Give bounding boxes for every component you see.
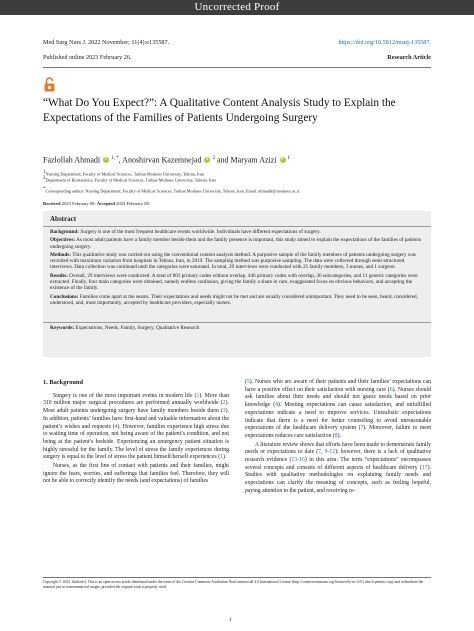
author-name: Fazlollah Ahmadi: [43, 155, 101, 165]
abstract-text: As most adult patients have a family member beside them and the family presence is important, this study aimed to explain the expectations of the families of patients undergoing surgery.: [50, 237, 421, 250]
abstract-text: Surgery is one of the most frequent healthcare events worldwide. Individuals have different expectations of surgery.: [80, 229, 321, 235]
keywords: [50, 325, 426, 331]
citation-link[interactable]: 13-16: [291, 457, 305, 464]
affiliation-2: 2Department of Biostatistics, Faculty of Medical Sciences, Tarbiat Modares University, Tehran, Iran: [43, 176, 216, 183]
left-column: [43, 379, 229, 486]
citation-link[interactable]: 6: [389, 386, 393, 393]
abstract-text: Families come apart at the seams. Their expectations and needs might not be met and are usually considered unimportant. They need to be seen, heard, considered, understood, and, most importantly, accepted by healthcare providers, especially nurses.: [50, 293, 418, 306]
citation-link[interactable]: 1: [220, 454, 224, 461]
header-divider: [43, 67, 431, 68]
corresponding-author: *Corresponding author: Nursing Department, Faculty of Medical Sciences, Tarbiat Modares University, Tehran, Iran. Email: ahmadif@modares.ac.ir: [43, 187, 300, 194]
article-title: “What Do You Expect?”: A Qualitative Content Analysis Study to Explain the Expectations of the Families of Patients Undergoing Surgery: [43, 97, 396, 124]
page-number: 1: [229, 618, 232, 623]
paragraph: Nurses, as the first line of contact with patients and their families, might ignore the fears, worries, and sufferings that families feel. Therefore, they will not be able to correctly identify the needs (and expectations) of families: [43, 463, 229, 485]
orcid-icon[interactable]: [103, 157, 109, 163]
citation-link[interactable]: 3: [222, 408, 226, 415]
received-label: Received: [43, 201, 61, 206]
abstract-label: Objectives:: [50, 237, 76, 244]
abstract-heading: Abstract: [50, 215, 77, 223]
article-dates: [43, 201, 150, 207]
uncorrected-proof-banner: Uncorrected Proof: [0, 0, 474, 15]
published-date: Published online 2023 February 26.: [43, 54, 132, 61]
received-date: 2023 February 08;: [61, 201, 96, 206]
paragraph: Surgery is one of the most important events in modern life (1). More than 310 million major surgical procedures are performed annually worldwide (2). Most adult patients undergoing surgery have family members beside them (3). In addition, patients’ families have first-hand and valuable information about the patient’s wishes and requests (4). However, families experience high stress due to waiting time of operation, not being aware of the patient’s condition, and not being at the patient’s bedside. Experiencing an emergency patient situation is highly stressful for the family. The level of stress the family experiences during surgery is equal to the level of stress the patient himself/herself experiences (1).: [43, 392, 229, 461]
paragraph: (5). Nurses who are aware of their patients and their families’ expectations can have a positive effect on their satisfaction with nursing care (6). Nurses should ask families about their needs and should not guess needs based on prior knowledge (4). Meeting expectations can cause satisfaction, and unfulfilled expectations indicate a need to improve services. Unrealistic expectations indicate that there is a need for better counseling to avoid unreasonable expectations of the healthcare delivery system (7). Moreover, failure to meet expectations reduces care satisfaction (8).: [245, 379, 431, 439]
accepted-label: Accepted: [96, 201, 115, 206]
orcid-icon[interactable]: [204, 157, 210, 163]
journal-citation: Med Surg Nurs J. 2022 November; 11(4):e135587.: [43, 39, 170, 46]
abstract-objectives: [50, 237, 426, 250]
section-heading: 1. Background: [43, 379, 84, 386]
author-superscript: 1: [287, 156, 291, 161]
abstract-methods: [50, 252, 426, 271]
citation-link[interactable]: 7: [318, 449, 322, 456]
citation-link[interactable]: 17: [421, 464, 428, 471]
keywords-divider: [43, 322, 431, 323]
right-column: [245, 379, 431, 496]
paragraph: A literature review shows that efforts have been made to demonstrate family needs or expectations to date (7, 9-12); however, there is a lack of qualitative research evidence (13-16) in this area. The term “expectations” encompasses several concepts and consists of different aspects of healthcare delivery (17). Studies with qualitative methodologies on explaining family needs and expectations can clarify the meaning of concepts, such as feeling hopeful, paying attention to the patient, and receiving re-: [245, 441, 432, 494]
citation-link[interactable]: 4: [114, 423, 118, 430]
abstract-conclusions: [50, 294, 426, 307]
abstract-label: Methods:: [50, 251, 72, 258]
abstract-background: [50, 229, 426, 235]
citation-link[interactable]: 9-12: [324, 449, 336, 456]
citation-link[interactable]: 7: [360, 425, 364, 432]
doi-link[interactable]: https://doi.org/10.5812/msnj-135587.: [338, 39, 431, 46]
abstract-label: Results:: [50, 272, 68, 279]
citation-link[interactable]: 2: [222, 400, 226, 407]
author-name: and Maryam Azizi: [214, 155, 277, 165]
keywords-text: Expectations, Needs, Family, Surgery, Qualitative Research: [75, 325, 200, 331]
author-superscript: 1, *: [111, 156, 119, 161]
article-type: Research Article: [387, 54, 431, 61]
orcid-icon[interactable]: [280, 157, 286, 163]
affiliation-text: Department of Biostatistics, Faculty of Medical Sciences, Tarbiat Modares University, Tehran, Iran: [45, 177, 216, 183]
abstract-label: Conclusions:: [50, 293, 79, 300]
citation-link[interactable]: 5: [246, 379, 250, 385]
abstract-text: Overall, 29 interviews were conducted. A total of 801 primary codes without overlap, 446 primary codes with overlap, 36 subcategories, and 11 generic categories were extracted. Finally, four main categories were obtained, namely endless confusion, giving the family a share in care, exaggerated focus on obvious behaviors, and accepting the existence of the family.: [50, 272, 418, 292]
footer-divider: [43, 577, 431, 578]
author-superscript: 2: [212, 156, 215, 161]
accepted-date: 2023 February 08.: [116, 201, 150, 206]
affiliation-text: Nursing Department, Faculty of Medical Sciences, Tarbiat Modares University, Tehran, Iran: [45, 171, 204, 177]
abstract-box: [43, 211, 431, 357]
author-name: , Anoshirvan Kazemnejad: [118, 155, 202, 165]
abstract-body: [50, 229, 426, 308]
abstract-divider: [43, 226, 431, 227]
publication-line: [43, 54, 431, 62]
open-access-lock-icon: [44, 77, 55, 92]
abstract-label: Background:: [50, 229, 80, 235]
corresponding-author-text: Corresponding author: Nursing Department, Faculty of Medical Sciences, Tarbiat Modares University, Tehran, Iran. Email: ahmadif@modares.ac.ir: [45, 188, 300, 194]
copyright-notice: Copyright © 2023, Author(s). This is an open-access article distributed under the terms of the Creative Commons Attribution-NonCommercial 4.0 International License (http://creativecommons.org/licenses/by-nc/4.0/) which permits copy and redistribute the material just in noncommercial usages, provided the original work is properly cited.: [43, 580, 424, 589]
citation-link[interactable]: 8: [334, 432, 338, 439]
abstract-text: This qualitative study was carried out using the conventional content analysis method. A purposive sample of the family members of patients undergoing surgery was recruited with maximum variation from hospitals in Tehran, Iran, in 2019. The sampling method was purposive sampling. The data were collected through semi-structured interviews. Data collection was continued until the categories were saturated. In total, 29 interviews were conducted with 25 family members, 3 nurses, and 1 surgeon.: [50, 251, 416, 271]
citation-link[interactable]: 1: [196, 392, 200, 399]
author-list: [43, 154, 433, 166]
keywords-label: Keywords:: [50, 325, 75, 331]
affiliation-1: 1Nursing Department, Faculty of Medical Sciences, Tarbiat Modares University, Tehran, Iran: [43, 170, 204, 177]
journal-header: [43, 39, 431, 47]
citation-link[interactable]: 4: [275, 402, 278, 409]
abstract-results: [50, 273, 426, 292]
